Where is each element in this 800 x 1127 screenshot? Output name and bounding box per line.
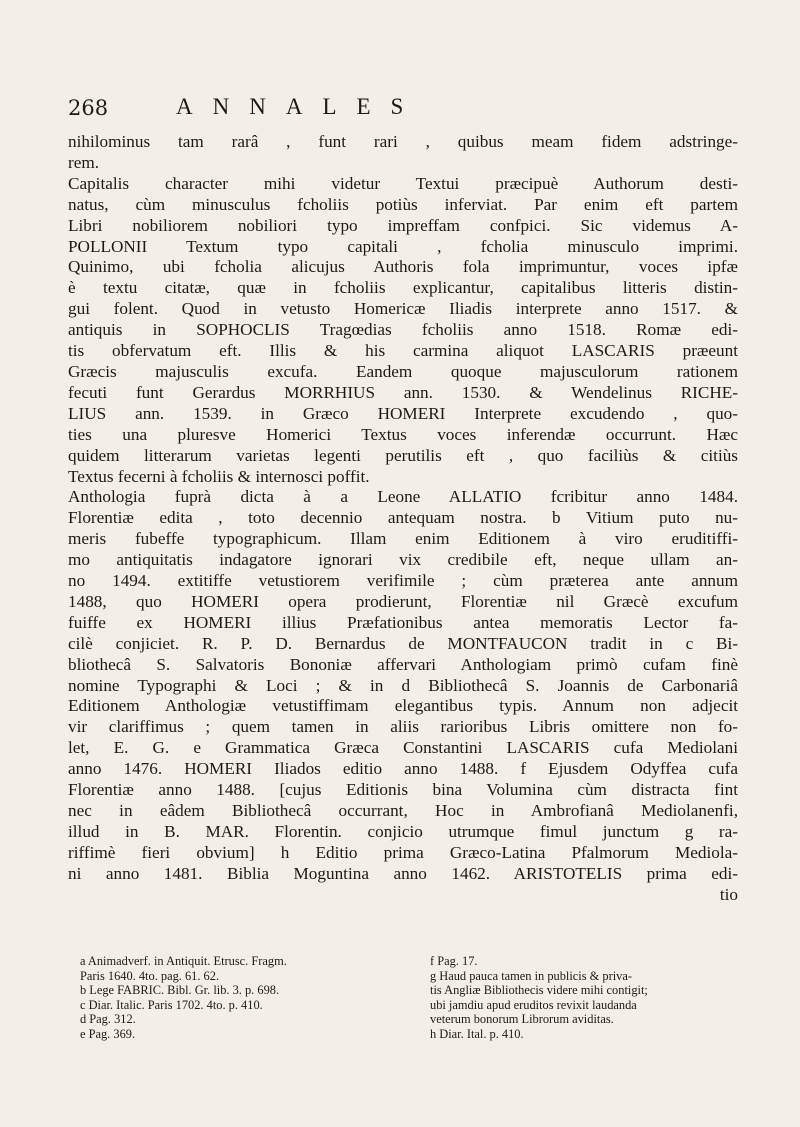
text-line: 1488, quo HOMERI opera prodierunt, Florentiæ nil Græcè excufum xyxy=(68,591,738,611)
footnote: h Diar. Ital. p. 410. xyxy=(430,1026,524,1041)
footnote: d Pag. 312. xyxy=(80,1012,136,1027)
text-line: bliothecâ S. Salvatoris Bononiæ affervari Anthologiam primò cufam finè xyxy=(68,654,738,674)
text-line: anno 1476. HOMERI Iliados editio anno 1488. f Ejusdem Odyffea cufa xyxy=(68,759,738,779)
text-line: Græcis majusculis excufa. Eandem quoque majusculorum rationem xyxy=(68,361,738,381)
text-line: è textu citatæ, quæ in fcholiis explicantur, capitalibus litteris distin- xyxy=(68,278,738,298)
text-line: rem. xyxy=(68,152,100,172)
text-line: Capitalis character mihi videtur Textui præcipuè Authorum desti- xyxy=(68,173,738,193)
footnote: tis Angliæ Bibliothecis videre mihi contigit; xyxy=(430,983,648,998)
catchword: tio xyxy=(719,884,738,904)
footnote: b Lege FABRIC. Bibl. Gr. lib. 3. p. 698. xyxy=(80,983,280,998)
footnote: Paris 1640. 4to. pag. 61. 62. xyxy=(80,968,220,983)
text-line: Anthologia fuprà dicta à a Leone ALLATIO fcribitur anno 1484. xyxy=(68,487,738,507)
text-line: ties una pluresve Homerici Textus voces inferendæ occurrunt. Hæc xyxy=(68,424,738,444)
footnotes-left xyxy=(80,954,380,1042)
text-line: nihilominus tam rarâ , funt rari , quibus meam fidem adstringe- xyxy=(68,132,738,151)
text-line: meris fubeffe typographicum. Illam enim Editionem à viro eruditiffi- xyxy=(68,529,738,549)
text-line: nec in eâdem Bibliothecâ occurrant, Hoc in Ambrofianâ Mediolanenfi, xyxy=(68,801,738,820)
text-line: ni anno 1481. Biblia Moguntina anno 1462. ARISTOTELIS prima edi- xyxy=(68,863,738,883)
footnotes-right xyxy=(430,954,750,1042)
text-line: fuiffe ex HOMERI illius Præfationibus antea memoratis Lector fa- xyxy=(68,612,738,632)
text-line: cilè conjiciet. R. P. D. Bernardus de MONTFAUCON tradit in c Bi- xyxy=(68,633,738,653)
page-header xyxy=(68,96,738,126)
page-number: 268 xyxy=(68,96,109,120)
text-line: Editionem Anthologiæ vetustiffimam elegantibus typis. Annum non adjecit xyxy=(68,696,738,716)
text-line: tis obfervatum eft. Illis & his carmina aliquot LASCARIS præeunt xyxy=(68,341,738,361)
text-line: quidem litterarum varietas legenti perutilis eft , quo faciliùs & citiùs xyxy=(68,445,738,465)
text-line: Quinimo, ubi fcholia alicujus Authoris fola imprimuntur, voces ipfæ xyxy=(68,257,738,277)
text-line: vir clariffimus ; quem tamen in aliis rarioribus Libris omittere non fo- xyxy=(68,717,738,737)
text-line: antiquis in SOPHOCLIS Tragœdias fcholiis anno 1518. Romæ edi- xyxy=(68,320,738,340)
footnote: e Pag. 369. xyxy=(80,1026,136,1041)
footnote: c Diar. Italic. Paris 1702. 4to. p. 410. xyxy=(80,997,263,1012)
text-line: POLLONII Textum typo capitali , fcholia minusculo imprimi. xyxy=(68,236,738,256)
text-line: Florentiæ edita , toto decennio antequam nostra. b Vitium puto nu- xyxy=(68,508,738,528)
footnote: a Animadverf. in Antiquit. Etrusc. Fragm. xyxy=(80,954,287,968)
text-line: natus, cùm minusculus fcholiis potiùs inferviat. Par enim eft partem xyxy=(68,194,738,214)
text-line: Florentiæ anno 1488. [cujus Editionis bina Volumina cùm distracta fint xyxy=(68,780,738,800)
text-line: gui folent. Quod in vetusto Homericæ Iliadis interprete anno 1517. & xyxy=(68,299,738,319)
text-line: fecuti funt Gerardus MORRHIUS ann. 1530. & Wendelinus RICHE- xyxy=(68,382,738,402)
main-text xyxy=(68,132,738,906)
text-line: mo antiquitatis indagatore ignorari vix credibile eft, neque ullam an- xyxy=(68,550,738,570)
footnote: veterum bonorum Librorum aviditas. xyxy=(430,1012,614,1027)
footnote: f Pag. 17. xyxy=(430,954,478,968)
footnote: ubi jamdiu apud eruditos revixit laudanda xyxy=(430,997,637,1012)
text-line: no 1494. extitiffe vetustiorem verifimile ; cùm præterea ante annum xyxy=(68,571,738,591)
text-line: nomine Typographi & Loci ; & in d Bibliothecâ S. Joannis de Carbonariâ xyxy=(68,675,738,695)
running-title: ANNALES xyxy=(176,94,424,119)
text-line: riffimè fieri obvium] h Editio prima Græco-Latina Pfalmorum Mediola- xyxy=(68,842,738,862)
text-line: Textus fecerni à fcholiis & internosci poffit. xyxy=(68,466,370,486)
text-line: let, E. G. e Grammatica Græca Constantini LASCARIS cufa Mediolani xyxy=(68,738,738,758)
text-line: illud in B. MAR. Florentin. conjicio utrumque fimul junctum g ra- xyxy=(68,821,738,841)
footnote: g Haud pauca tamen in publicis & priva- xyxy=(430,968,632,983)
text-line: Libri nobiliorem nobiliori typo impreffam confpici. Sic videmus A- xyxy=(68,215,738,235)
text-line: LIUS ann. 1539. in Græco HOMERI Interprete excudendo , quo- xyxy=(68,403,738,423)
